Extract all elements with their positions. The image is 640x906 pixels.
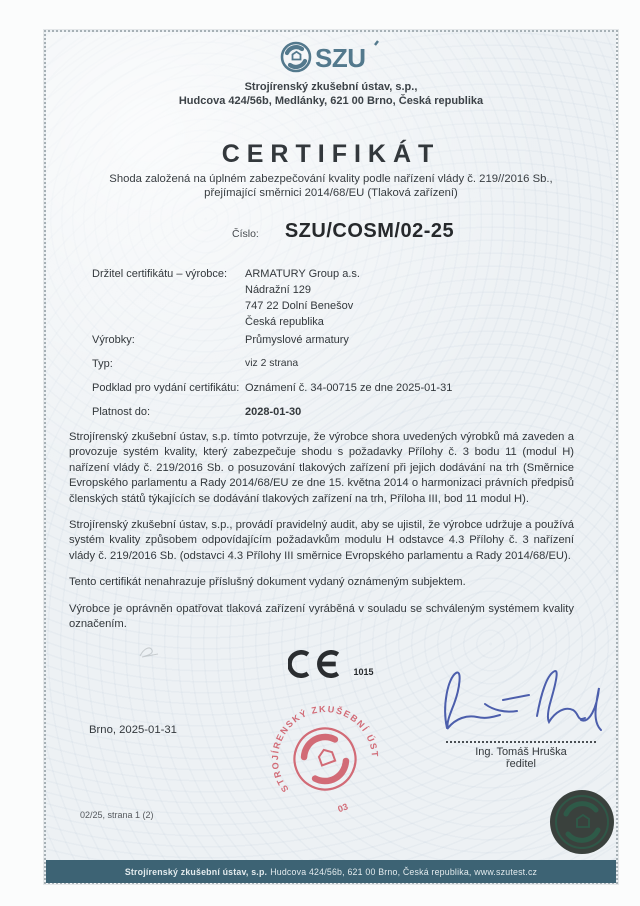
field-value bbox=[245, 266, 360, 330]
header bbox=[46, 38, 616, 81]
fields-section bbox=[92, 266, 582, 420]
field-value: Oznámení č. 34-00715 ze dne 2025-01-31 bbox=[245, 382, 453, 394]
certificate-subtitle bbox=[66, 173, 596, 200]
stamp-code: 03 bbox=[336, 801, 350, 815]
field-label: Podklad pro vydání certifikátu: bbox=[92, 382, 240, 394]
number-label: Číslo: bbox=[232, 228, 259, 240]
holder-line-4: Česká republika bbox=[245, 316, 324, 328]
field-type bbox=[92, 356, 582, 372]
szu-logo-icon bbox=[279, 38, 383, 76]
field-label: Typ: bbox=[92, 358, 113, 370]
stamp-ring-text: STROJÍRENSKÝ ZKUŠEBNÍ ÚSTAV, S.P. bbox=[269, 703, 381, 795]
field-products bbox=[92, 332, 582, 348]
subtitle-line-2: přejímající směrnici 2014/68/EU (Tlaková zařízení) bbox=[204, 186, 458, 199]
subtitle-line-1: Shoda založená na úplném zabezpečování kvality podle nařízení vlády č. 219//2016 Sb., bbox=[109, 173, 553, 185]
issuer-address: Hudcova 424/56b, Medlánky, 621 00 Brno, Česká republika bbox=[178, 95, 484, 107]
footer-address: Hudcova 424/56b, 621 00 Brno, Česká republika, www.szutest.cz bbox=[270, 866, 538, 877]
field-label: Držitel certifikátu – výrobce: bbox=[92, 268, 228, 280]
signature-ink bbox=[431, 664, 611, 742]
field-value: Průmyslové armatury bbox=[245, 334, 349, 346]
field-validity bbox=[92, 404, 582, 420]
embossed-seal-icon bbox=[548, 788, 616, 856]
paragraph-3: Tento certifikát nenahrazuje příslušný dokument vydaný oznámeným subjektem. bbox=[69, 576, 466, 589]
footer-bar bbox=[46, 860, 616, 883]
field-value: 2028-01-30 bbox=[245, 406, 302, 418]
pencil-mark bbox=[136, 642, 170, 662]
notified-body-number: 1015 bbox=[353, 667, 374, 677]
field-value: viz 2 strana bbox=[245, 358, 299, 369]
issuer-block bbox=[46, 80, 616, 108]
holder-line-3: 747 22 Dolní Benešov bbox=[245, 300, 354, 312]
official-stamp bbox=[229, 663, 421, 855]
holder-line-1: ARMATURY Group a.s. bbox=[245, 268, 360, 280]
signatory-role: ředitel bbox=[506, 758, 536, 770]
field-basis bbox=[92, 380, 582, 396]
signature-block bbox=[426, 664, 616, 770]
field-label: Platnost do: bbox=[92, 406, 151, 418]
certificate-number: SZU/COSM/02-25 bbox=[284, 220, 455, 242]
paragraph-4: Výrobce je oprávněn opatřovat tlaková zařízení vyráběná v souladu se schváleným systémem kvality označením. bbox=[69, 602, 574, 631]
svg-text:SZU: SZU bbox=[315, 43, 366, 73]
paragraph-2: Strojírenský zkušební ústav, s.p., provádí pravidelný audit, aby se ujistil, že výrobce udržuje a používá systém kvality způsobem odpovídajícím požadavkům modulu H odstavce 4.3 Přílohy č. 3 nařízení vlády č. 219/2016 Sb. (odstavci 4.3 Přílohy III směrnice Evropského parlamentu a Rady 2014/68/EU). bbox=[69, 519, 574, 562]
certificate-page bbox=[44, 30, 618, 884]
paragraph-1: Strojírenský zkušební ústav, s.p. tímto potvrzuje, že výrobce shora uvedených výrobků má zaveden a provozuje systém kvality, který zabezpečuje shodu s požadavky Přílohy č. 3 bodu 11 (modul H) nařízení vlády č. 219/2016 Sb. o posuzování tlakových zařízení při jejich dodávání na trh (Směrnice Evropského parlamentu a Rady 2014/68/EU ze dne 15. května 2014 o harmonizaci právních předpisů členských států týkajících se dodávání tlakových zařízení na trh, Příloha III, bod 11 modul H). bbox=[69, 431, 574, 505]
page-number: 02/25, strana 1 (2) bbox=[80, 810, 154, 820]
issuer-name: Strojírenský zkušební ústav, s.p., bbox=[244, 81, 418, 93]
field-label: Výrobky: bbox=[92, 334, 135, 346]
holder-line-2: Nádražní 129 bbox=[245, 284, 312, 296]
body-text bbox=[69, 430, 574, 643]
issue-place-date: Brno, 2025-01-31 bbox=[89, 724, 177, 736]
signatory-name: Ing. Tomáš Hruška bbox=[475, 746, 567, 758]
certificate-number-row bbox=[232, 220, 454, 243]
footer-org: Strojírenský zkušební ústav, s.p. bbox=[124, 866, 268, 877]
certificate-title: CERTIFIKÁT bbox=[221, 140, 441, 168]
field-holder bbox=[92, 266, 582, 330]
